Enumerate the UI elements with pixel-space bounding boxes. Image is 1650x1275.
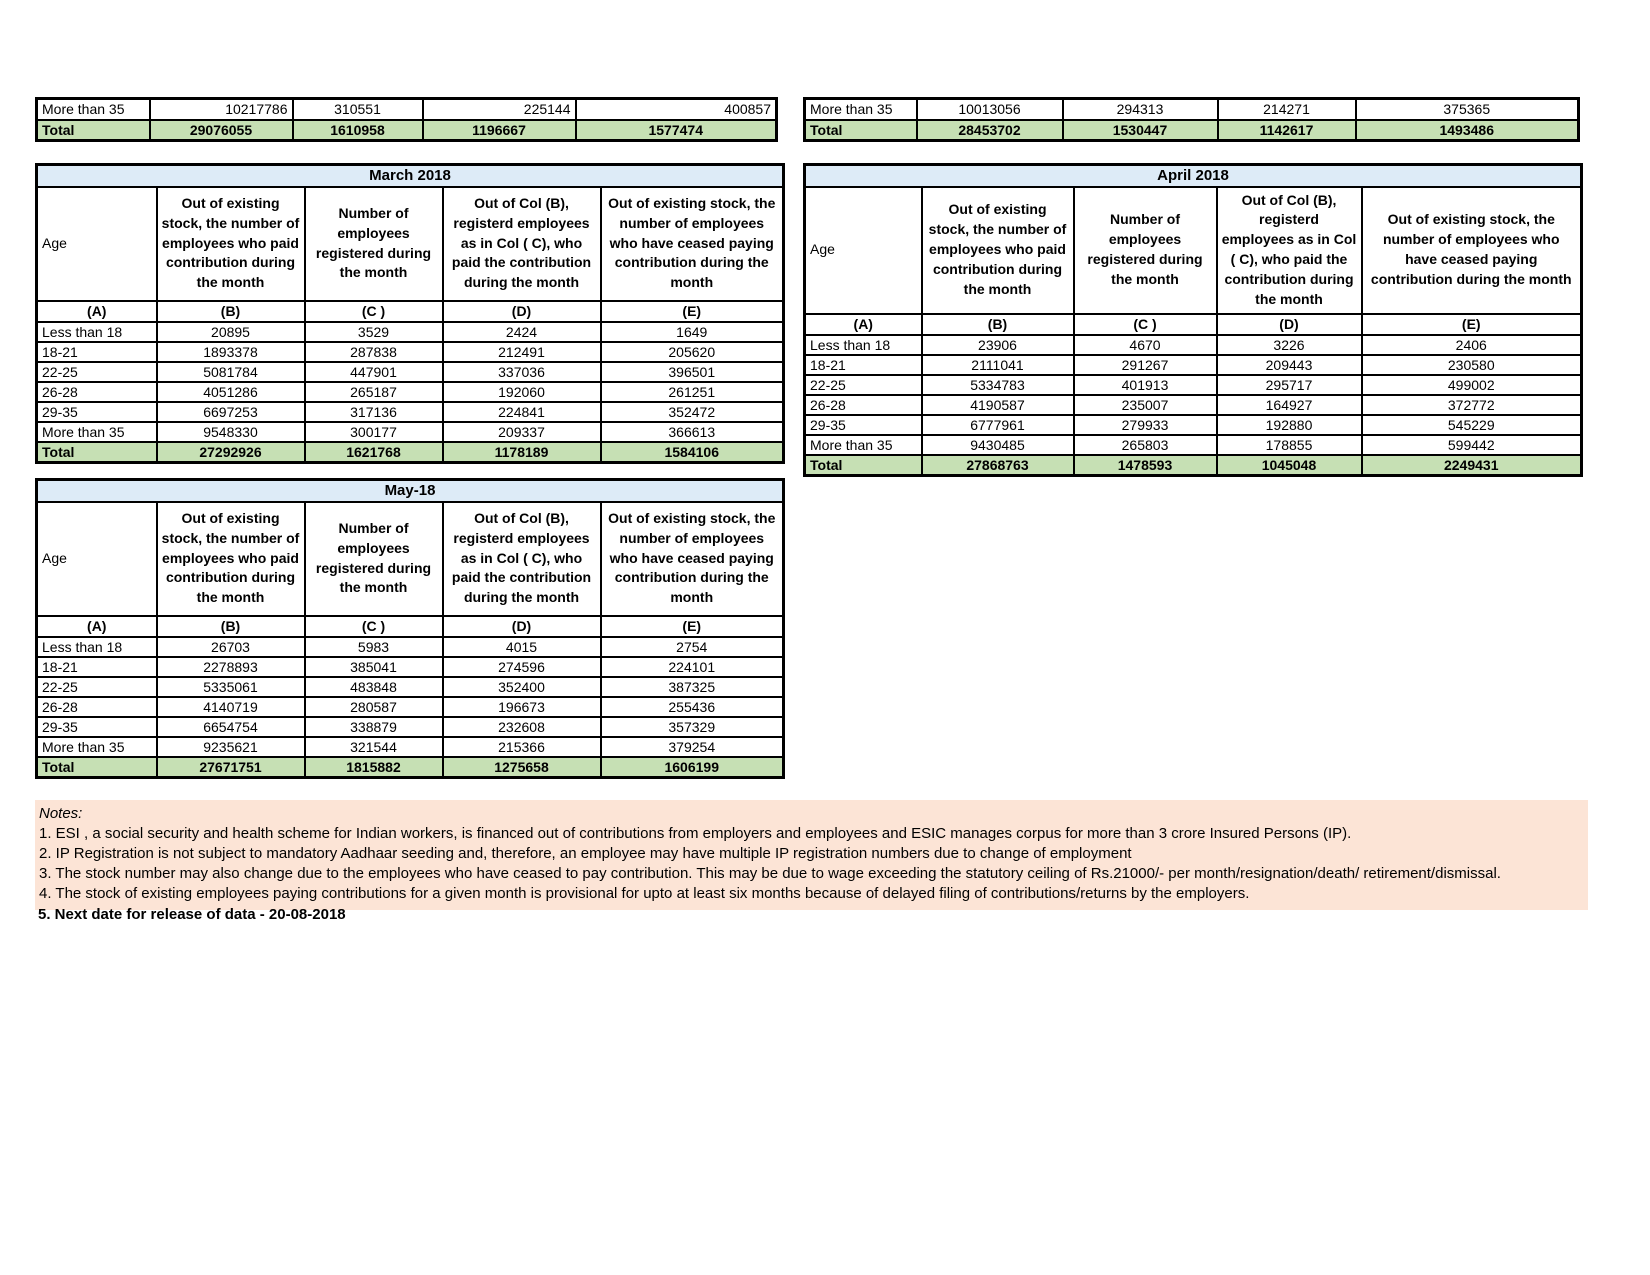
data-row <box>37 322 784 342</box>
col-letter-a: (A) <box>37 616 157 637</box>
value-cell: 265187 <box>305 382 443 402</box>
value-cell: 1530447 <box>1063 120 1218 141</box>
value-cell: 261251 <box>601 382 784 402</box>
partial-table-left <box>35 97 778 142</box>
value-cell: 1610958 <box>293 120 423 141</box>
value-cell: 287838 <box>305 342 443 362</box>
value-cell: 3529 <box>305 322 443 342</box>
total-row <box>37 442 784 463</box>
note-line-4: 4. The stock of existing employees paying contributions for a given month is provisional for upto at least six months because of delayed filing of contributions/returns by the employers. <box>39 885 1250 902</box>
value-cell: 1649 <box>601 322 784 342</box>
row-label: More than 35 <box>37 737 157 757</box>
note-line-1: 1. ESI , a social security and health scheme for Indian workers, is financed out of contributions from employers and employees and ESIC manages corpus for more than 3 crore Insured Persons (IP). <box>39 825 1352 842</box>
value-cell: 164927 <box>1217 395 1362 415</box>
value-cell: 27671751 <box>157 757 305 778</box>
value-cell: 27292926 <box>157 442 305 463</box>
value-cell: 4140719 <box>157 697 305 717</box>
value-cell: 192060 <box>443 382 601 402</box>
value-cell: 499002 <box>1362 375 1582 395</box>
value-cell: 4051286 <box>157 382 305 402</box>
value-cell: 2111041 <box>922 355 1074 375</box>
value-cell: 545229 <box>1362 415 1582 435</box>
col-header-d: Out of Col (B), registerd employees as in Col ( C), who paid the contribution during the month <box>443 187 601 301</box>
value-cell: 400857 <box>576 99 777 120</box>
value-cell: 1815882 <box>305 757 443 778</box>
data-row <box>37 382 784 402</box>
value-cell: 310551 <box>293 99 423 120</box>
value-cell: 192880 <box>1217 415 1362 435</box>
notes-section <box>35 800 1588 910</box>
data-row <box>37 342 784 362</box>
note-line-3: 3. The stock number may also change due to the employees who have ceased to pay contribution. This may be due to wage exceeding the statutory ceiling of Rs.21000/- per month/resignation/death/ retirement/dismissal. <box>39 865 1501 882</box>
data-row <box>37 99 777 120</box>
column-headers-row <box>37 187 784 301</box>
month-title-row <box>37 480 784 502</box>
column-headers-row <box>805 187 1582 314</box>
row-label: 29-35 <box>37 402 157 422</box>
col-header-e: Out of existing stock, the number of employees who have ceased paying contribution during the month <box>601 502 784 616</box>
col-letter-e: (E) <box>601 616 784 637</box>
value-cell: 205620 <box>601 342 784 362</box>
value-cell: 338879 <box>305 717 443 737</box>
value-cell: 9548330 <box>157 422 305 442</box>
row-label: 29-35 <box>37 717 157 737</box>
value-cell: 300177 <box>305 422 443 442</box>
month-title: March 2018 <box>37 165 784 187</box>
value-cell: 357329 <box>601 717 784 737</box>
col-letter-c: (C ) <box>305 301 443 322</box>
value-cell: 385041 <box>305 657 443 677</box>
value-cell: 379254 <box>601 737 784 757</box>
col-letter-c: (C ) <box>305 616 443 637</box>
col-letter-a: (A) <box>37 301 157 322</box>
partial-table-right <box>803 97 1580 142</box>
col-letter-e: (E) <box>601 301 784 322</box>
row-label: 26-28 <box>37 382 157 402</box>
value-cell: 483848 <box>305 677 443 697</box>
value-cell: 387325 <box>601 677 784 697</box>
data-row <box>805 355 1582 375</box>
col-header-age: Age <box>37 187 157 301</box>
total-row <box>37 757 784 778</box>
data-row <box>37 362 784 382</box>
value-cell: 26703 <box>157 637 305 657</box>
row-label: Less than 18 <box>37 322 157 342</box>
value-cell: 279933 <box>1074 415 1217 435</box>
total-row <box>805 120 1579 141</box>
value-cell: 321544 <box>305 737 443 757</box>
value-cell: 225144 <box>423 99 576 120</box>
value-cell: 9235621 <box>157 737 305 757</box>
col-header-c: Number of employees registered during the month <box>305 502 443 616</box>
value-cell: 1606199 <box>601 757 784 778</box>
data-row <box>37 637 784 657</box>
value-cell: 5334783 <box>922 375 1074 395</box>
data-row <box>805 435 1582 455</box>
col-header-b: Out of existing stock, the number of employees who paid contribution during the month <box>922 187 1074 314</box>
month-title: April 2018 <box>805 165 1582 187</box>
column-letters-row <box>805 314 1582 335</box>
data-row <box>37 737 784 757</box>
row-label: Total <box>37 120 150 141</box>
notes-heading: Notes: <box>39 805 83 822</box>
value-cell: 9430485 <box>922 435 1074 455</box>
row-label: 18-21 <box>37 657 157 677</box>
value-cell: 2249431 <box>1362 455 1582 476</box>
col-letter-b: (B) <box>157 616 305 637</box>
value-cell: 10217786 <box>150 99 293 120</box>
value-cell: 23906 <box>922 335 1074 355</box>
value-cell: 372772 <box>1362 395 1582 415</box>
value-cell: 232608 <box>443 717 601 737</box>
column-letters-row <box>37 616 784 637</box>
value-cell: 235007 <box>1074 395 1217 415</box>
value-cell: 212491 <box>443 342 601 362</box>
value-cell: 1142617 <box>1218 120 1356 141</box>
col-header-b: Out of existing stock, the number of employees who paid contribution during the month <box>157 187 305 301</box>
row-label: Total <box>37 757 157 778</box>
data-row <box>37 717 784 737</box>
col-header-d: Out of Col (B), registerd employees as in Col ( C), who paid the contribution during the month <box>443 502 601 616</box>
value-cell: 6654754 <box>157 717 305 737</box>
may-18-table <box>35 478 785 779</box>
row-label: Total <box>37 442 157 463</box>
value-cell: 4670 <box>1074 335 1217 355</box>
value-cell: 4190587 <box>922 395 1074 415</box>
col-header-c: Number of employees registered during the month <box>305 187 443 301</box>
value-cell: 291267 <box>1074 355 1217 375</box>
value-cell: 209443 <box>1217 355 1362 375</box>
column-letters-row <box>37 301 784 322</box>
value-cell: 29076055 <box>150 120 293 141</box>
col-letter-e: (E) <box>1362 314 1582 335</box>
row-label: More than 35 <box>37 422 157 442</box>
row-label: 22-25 <box>37 362 157 382</box>
value-cell: 1196667 <box>423 120 576 141</box>
col-letter-d: (D) <box>443 616 601 637</box>
row-label: 26-28 <box>37 697 157 717</box>
row-label: Less than 18 <box>805 335 922 355</box>
value-cell: 274596 <box>443 657 601 677</box>
value-cell: 224841 <box>443 402 601 422</box>
value-cell: 230580 <box>1362 355 1582 375</box>
value-cell: 2424 <box>443 322 601 342</box>
row-label: More than 35 <box>805 435 922 455</box>
value-cell: 295717 <box>1217 375 1362 395</box>
row-label: More than 35 <box>37 99 150 120</box>
value-cell: 10013056 <box>917 99 1063 120</box>
row-label: 18-21 <box>37 342 157 362</box>
value-cell: 214271 <box>1218 99 1356 120</box>
value-cell: 4015 <box>443 637 601 657</box>
data-row <box>805 415 1582 435</box>
value-cell: 3226 <box>1217 335 1362 355</box>
row-label: More than 35 <box>805 99 917 120</box>
data-row <box>805 395 1582 415</box>
data-row <box>805 335 1582 355</box>
value-cell: 178855 <box>1217 435 1362 455</box>
col-letter-b: (B) <box>157 301 305 322</box>
value-cell: 352472 <box>601 402 784 422</box>
total-row <box>805 455 1582 476</box>
data-row <box>805 99 1579 120</box>
row-label: 29-35 <box>805 415 922 435</box>
value-cell: 280587 <box>305 697 443 717</box>
value-cell: 5335061 <box>157 677 305 697</box>
march-2018-table <box>35 163 785 464</box>
value-cell: 294313 <box>1063 99 1218 120</box>
value-cell: 1275658 <box>443 757 601 778</box>
value-cell: 401913 <box>1074 375 1217 395</box>
value-cell: 5081784 <box>157 362 305 382</box>
row-label: Less than 18 <box>37 637 157 657</box>
value-cell: 337036 <box>443 362 601 382</box>
data-row <box>37 657 784 677</box>
value-cell: 5983 <box>305 637 443 657</box>
next-release-note: 5. Next date for release of data - 20-08-2018 <box>38 906 346 923</box>
row-label: 18-21 <box>805 355 922 375</box>
note-line-2: 2. IP Registration is not subject to mandatory Aadhaar seeding and, therefore, an employee may have multiple IP registration numbers due to change of employment <box>39 845 1132 862</box>
value-cell: 28453702 <box>917 120 1063 141</box>
row-label: Total <box>805 120 917 141</box>
value-cell: 215366 <box>443 737 601 757</box>
value-cell: 1478593 <box>1074 455 1217 476</box>
value-cell: 265803 <box>1074 435 1217 455</box>
month-title: May-18 <box>37 480 784 502</box>
data-row <box>805 375 1582 395</box>
row-label: 26-28 <box>805 395 922 415</box>
row-label: 22-25 <box>805 375 922 395</box>
row-label: 22-25 <box>37 677 157 697</box>
value-cell: 1893378 <box>157 342 305 362</box>
value-cell: 20895 <box>157 322 305 342</box>
value-cell: 224101 <box>601 657 784 677</box>
col-header-d: Out of Col (B), registerd employees as in Col ( C), who paid the contribution during the month <box>1217 187 1362 314</box>
total-row <box>37 120 777 141</box>
april-2018-table <box>803 163 1583 477</box>
value-cell: 1045048 <box>1217 455 1362 476</box>
value-cell: 352400 <box>443 677 601 697</box>
value-cell: 366613 <box>601 422 784 442</box>
value-cell: 2406 <box>1362 335 1582 355</box>
col-header-age: Age <box>37 502 157 616</box>
month-title-row <box>37 165 784 187</box>
value-cell: 599442 <box>1362 435 1582 455</box>
value-cell: 1577474 <box>576 120 777 141</box>
col-letter-d: (D) <box>443 301 601 322</box>
value-cell: 1621768 <box>305 442 443 463</box>
data-row <box>37 422 784 442</box>
data-row <box>37 677 784 697</box>
column-headers-row <box>37 502 784 616</box>
value-cell: 209337 <box>443 422 601 442</box>
col-header-b: Out of existing stock, the number of employees who paid contribution during the month <box>157 502 305 616</box>
col-letter-c: (C ) <box>1074 314 1217 335</box>
col-header-e: Out of existing stock, the number of employees who have ceased paying contribution during the month <box>1362 187 1582 314</box>
value-cell: 196673 <box>443 697 601 717</box>
value-cell: 27868763 <box>922 455 1074 476</box>
value-cell: 2754 <box>601 637 784 657</box>
value-cell: 375365 <box>1356 99 1579 120</box>
value-cell: 1493486 <box>1356 120 1579 141</box>
col-letter-d: (D) <box>1217 314 1362 335</box>
col-letter-b: (B) <box>922 314 1074 335</box>
value-cell: 317136 <box>305 402 443 422</box>
value-cell: 255436 <box>601 697 784 717</box>
row-label: Total <box>805 455 922 476</box>
col-header-age: Age <box>805 187 922 314</box>
value-cell: 6697253 <box>157 402 305 422</box>
value-cell: 1584106 <box>601 442 784 463</box>
data-row <box>37 697 784 717</box>
col-header-c: Number of employees registered during the month <box>1074 187 1217 314</box>
value-cell: 2278893 <box>157 657 305 677</box>
col-letter-a: (A) <box>805 314 922 335</box>
value-cell: 6777961 <box>922 415 1074 435</box>
value-cell: 1178189 <box>443 442 601 463</box>
value-cell: 396501 <box>601 362 784 382</box>
month-title-row <box>805 165 1582 187</box>
data-row <box>37 402 784 422</box>
col-header-e: Out of existing stock, the number of employees who have ceased paying contribution during the month <box>601 187 784 301</box>
value-cell: 447901 <box>305 362 443 382</box>
